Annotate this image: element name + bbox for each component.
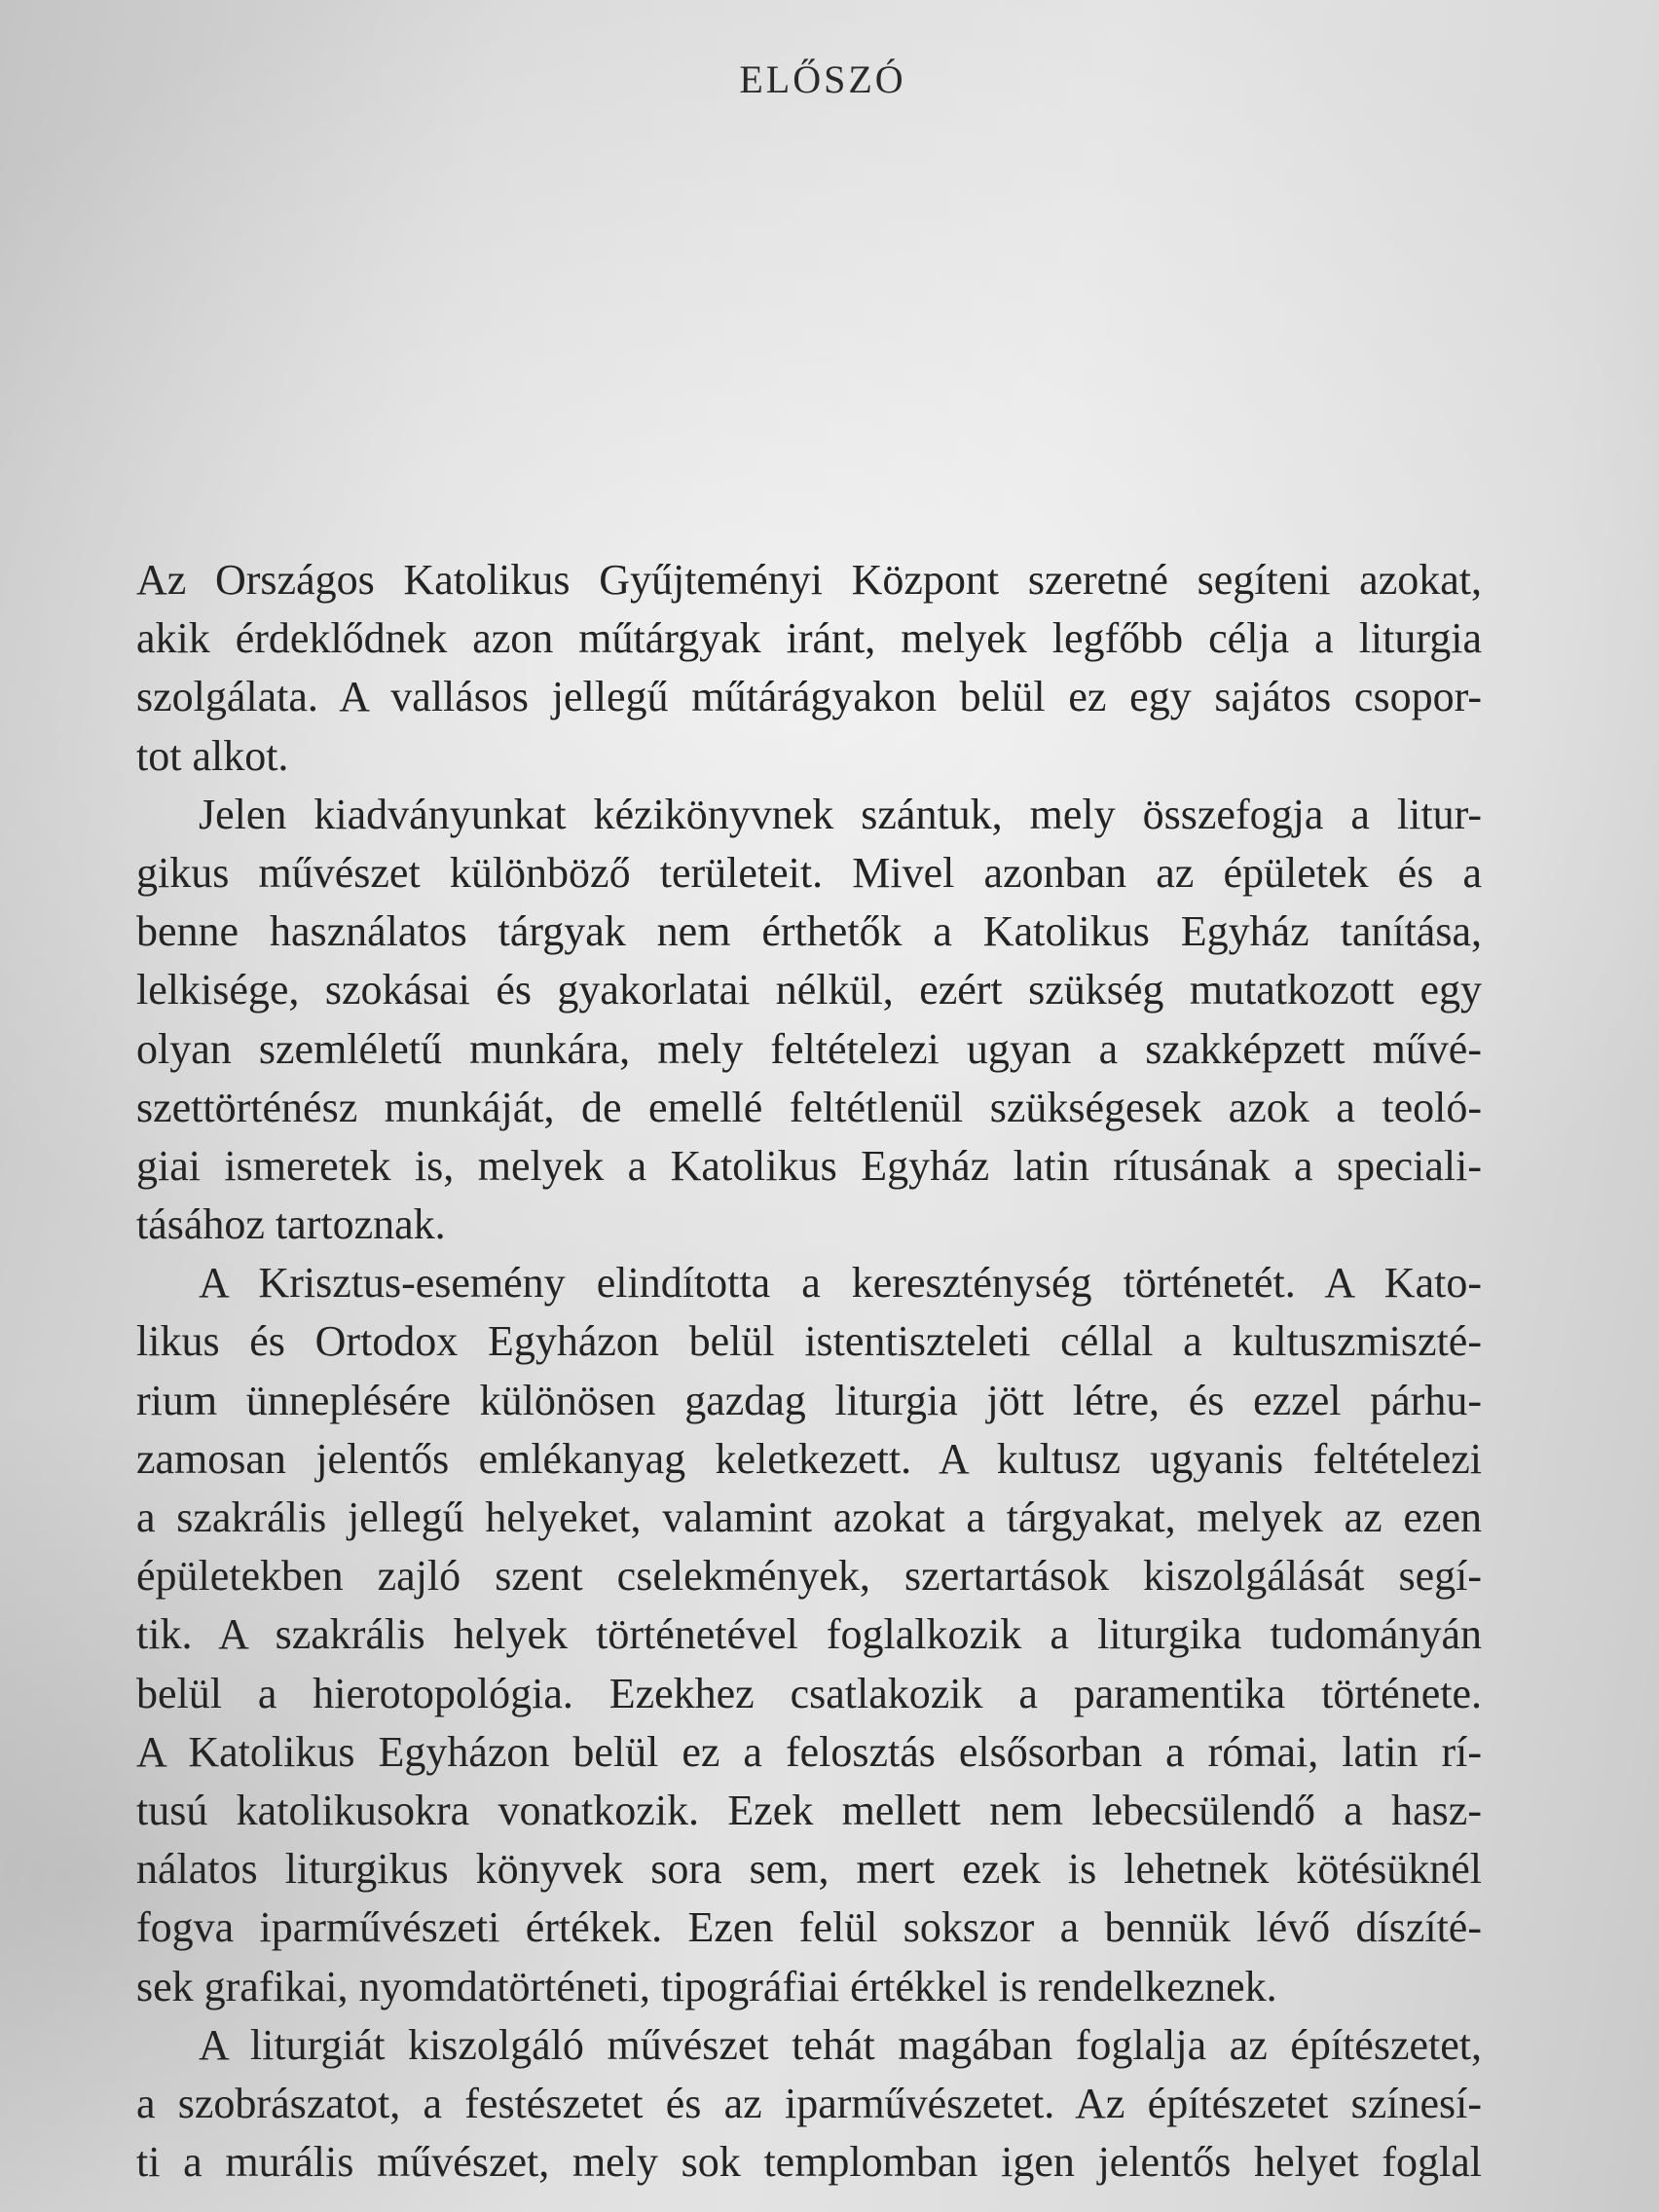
text-line: benne használatos tárgyak nem érthetők a Katolikus Egyház tanítása, — [136, 907, 1482, 956]
text-line: tásához tartoznak. — [136, 1200, 446, 1249]
text-line: ti a murális művészet, mely sok templomban igen jelentős helyet foglal — [136, 2138, 1482, 2187]
text-line: lelkisége, szokásai és gyakorlatai nélkül, ezért szükség mutatkozott egy — [136, 966, 1482, 1014]
text-line: a szobrászatot, a festészetet és az iparművészetet. Az építészetet színesí- — [136, 2079, 1482, 2127]
text-line: olyan szemléletű munkára, mely feltételezi ugyan a szakképzett művé- — [136, 1024, 1482, 1073]
text-line: akik érdeklődnek azon műtárgyak iránt, melyek legfőbb célja a liturgia — [136, 614, 1482, 663]
text-line: tik. A szakrális helyek történetével foglalkozik a liturgika tudományán — [136, 1610, 1482, 1659]
text-line: belül a hierotopológia. Ezekhez csatlakozik a paramentika története. — [136, 1669, 1482, 1717]
text-line: szettörténész munkáját, de emellé feltétlenül szükségesek azok a teoló- — [136, 1083, 1482, 1131]
text-line: sek grafikai, nyomdatörténeti, tipográfiai értékkel is rendelkeznek. — [136, 1962, 1277, 2010]
paragraph-1 — [136, 551, 1482, 786]
text-line: fogva iparművészeti értékek. Ezen felül sokszor a bennük lévő díszíté- — [136, 1903, 1482, 1952]
text-line: rium ünneplésére különösen gazdag liturgia jött létre, és ezzel párhu- — [136, 1376, 1482, 1424]
page-heading: ELŐSZÓ — [739, 57, 906, 101]
paragraph-3 — [136, 1254, 1482, 2015]
text-line: gikus művészet különböző területeit. Mivel azonban az épületek és a — [136, 848, 1482, 897]
text-line: A liturgiát kiszolgáló művészet tehát magában foglalja az építészetet, — [199, 2020, 1482, 2069]
text-line: giai ismeretek is, melyek a Katolikus Egyház latin rítusának a speciali- — [136, 1141, 1482, 1190]
text-line: A Krisztus-esemény elindította a kereszténység történetét. A Kato- — [199, 1259, 1482, 1308]
text-line: szolgálata. A vallásos jellegű műtárágyakon belül ez egy sajátos csopor- — [136, 673, 1482, 721]
paragraph-2 — [136, 786, 1482, 1255]
text-line: zamosan jelentős emlékanyag keletkezett. A kultusz ugyanis feltételezi — [136, 1434, 1482, 1483]
text-line: a szakrális jellegű helyeket, valamint azokat a tárgyakat, melyek az ezen — [136, 1493, 1482, 1541]
paragraph-4 — [136, 2016, 1482, 2193]
text-line: nálatos liturgikus könyvek sora sem, mert ezek is lehetnek kötésüknél — [136, 1845, 1482, 1894]
text-line: A Katolikus Egyházon belül ez a felosztás elsősorban a római, latin rí- — [136, 1727, 1482, 1776]
text-line: Jelen kiadványunkat kézikönyvnek szántuk, mely összefogja a litur- — [199, 790, 1482, 838]
text-line: likus és Ortodox Egyházon belül istentiszteleti céllal a kultuszmiszté- — [136, 1317, 1482, 1366]
body-text — [136, 551, 1482, 2192]
text-line: Az Országos Katolikus Gyűjteményi Központ szeretné segíteni azokat, — [136, 556, 1482, 604]
text-line: tot alkot. — [136, 731, 289, 780]
text-line: épületekben zajló szent cselekmények, szertartások kiszolgálását segí- — [136, 1552, 1482, 1601]
text-line: tusú katolikusokra vonatkozik. Ezek mellett nem lebecsülendő a hasz- — [136, 1786, 1482, 1834]
